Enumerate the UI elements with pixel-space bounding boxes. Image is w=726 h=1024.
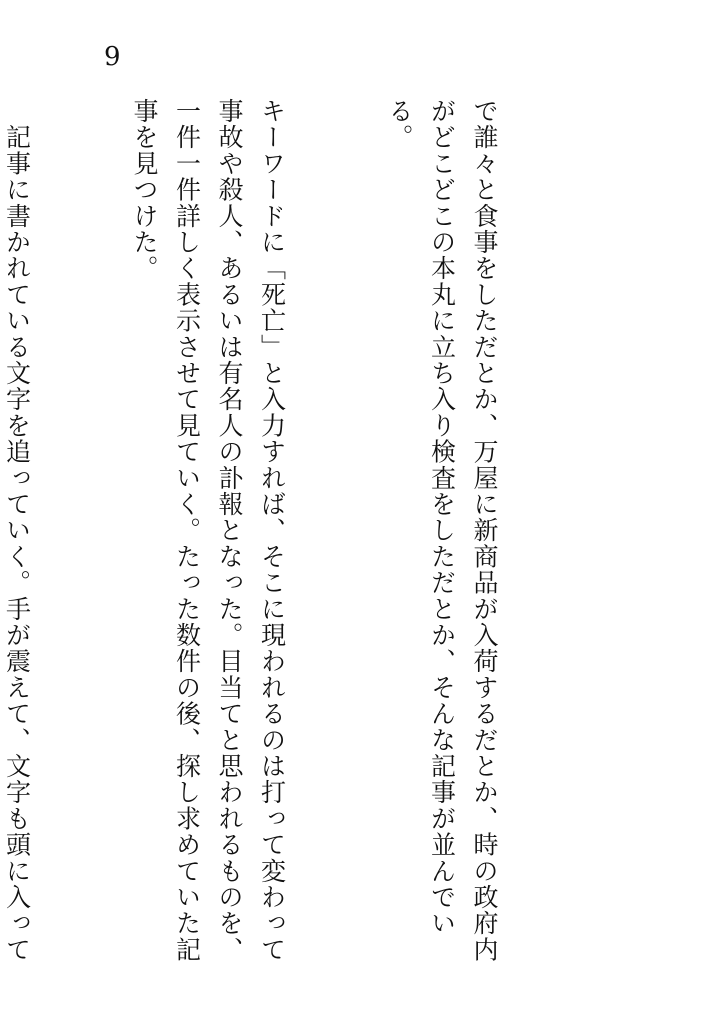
- body-text: [0, 98, 590, 978]
- paragraph: で誰々と食事をしただとか、万屋に新商品が入荷するだとか、時の政府内がどこどこの本丸に立ち入り検査をしただとか、そんな記事が並んでいる。: [385, 98, 499, 963]
- paragraph: 記事に書かれている文字を追っていく。手が震えて、文字も頭に入って: [2, 124, 32, 963]
- paragraph: キーワードに「死亡」と入力すれば、そこに現われるのは打って変わって事故や殺人、あるいは有名人の訃報となった。目当てと思われるものを、一件一件詳しく表示させて見ていく。たった数件の後、探し求めていた記事を見つけた。: [130, 98, 287, 963]
- page-number: 9: [104, 42, 121, 72]
